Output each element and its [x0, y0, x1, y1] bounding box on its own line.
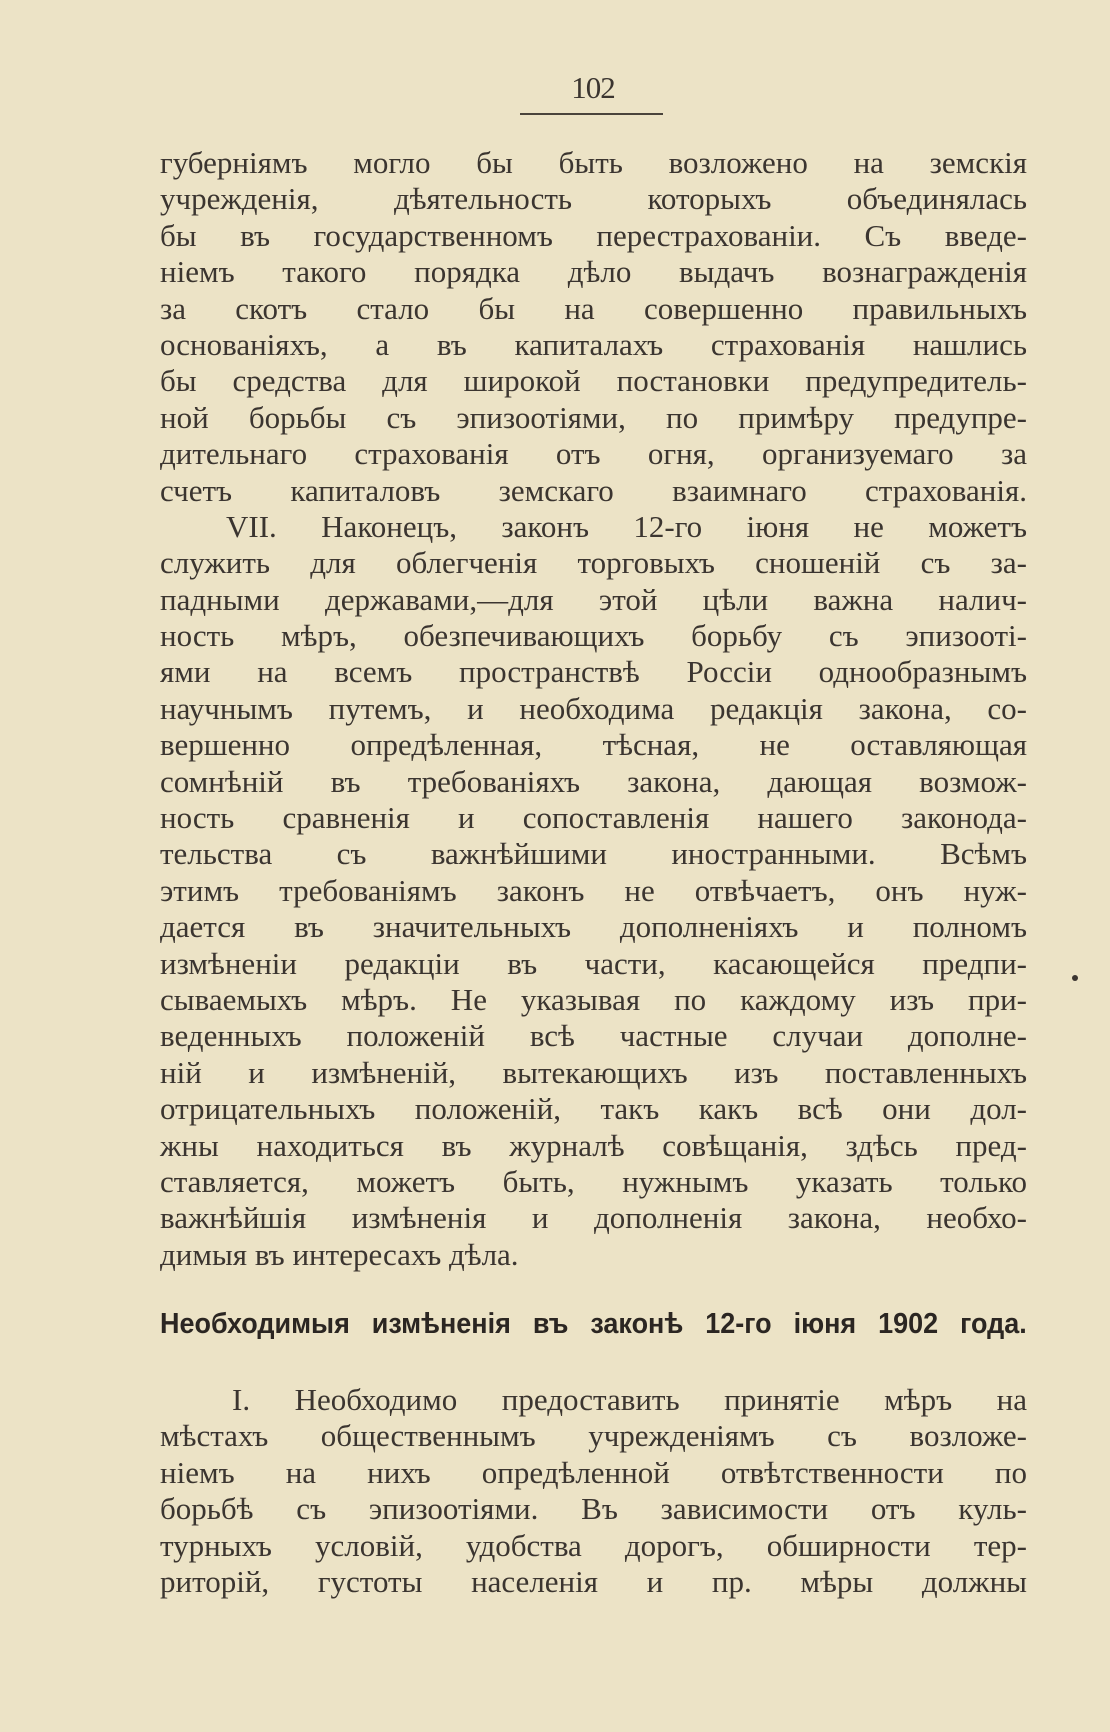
text-line: I. Необходимо предоставить принятіе мѣръ на [232, 1382, 1027, 1417]
text-line: турныхъ условій, удобства дорогъ, обширности тер- [160, 1527, 1027, 1563]
text-line: мѣстахъ общественнымъ учрежденіямъ съ возложе- [160, 1418, 1027, 1454]
text-line: бы средства для широкой постановки предупредитель- [160, 363, 1027, 399]
text-line: вершенно опредѣленная, тѣсная, не оставляющая [160, 727, 1027, 763]
text-line: дается въ значительныхъ дополненіяхъ и полномъ [160, 909, 1027, 945]
page-number-rule [520, 113, 663, 115]
section-heading: Необходимыя измѣненія въ законѣ 12-го іюня 1902 года. [160, 1308, 1027, 1340]
text-line: VII. Наконецъ, законъ 12-го іюня не можетъ [226, 508, 1027, 544]
text-line: димыя въ интересахъ дѣла. [160, 1236, 519, 1272]
text-line: губерніямъ могло бы быть возложено на земскія [160, 145, 1027, 180]
text-line: ями на всемъ пространствѣ Россіи однообразнымъ [160, 654, 1027, 690]
text-line: счетъ капиталовъ земскаго взаимнаго страхованія. [160, 472, 1027, 508]
text-line: научнымъ путемъ, и необходима редакція закона, со- [160, 690, 1027, 726]
text-line: важнѣйшія измѣненія и дополненія закона, необхо- [160, 1200, 1027, 1236]
text-line: борьбѣ съ эпизоотіями. Въ зависимости отъ куль- [160, 1491, 1027, 1527]
margin-ink-dot [1072, 975, 1078, 981]
text-line: ной борьбы съ эпизоотіями, по примѣру предупре- [160, 399, 1027, 435]
text-line: жны находиться въ журналѣ совѣщанія, здѣсь пред- [160, 1127, 1027, 1163]
text-line: сываемыхъ мѣръ. Не указывая по каждому изъ при- [160, 981, 1027, 1017]
text-line: дительнаго страхованія отъ огня, организуемаго за [160, 436, 1027, 472]
text-line: бы въ государственномъ перестрахованіи. Съ введе- [160, 217, 1027, 253]
text-line: ставляется, можетъ быть, нужнымъ указать только [160, 1163, 1027, 1199]
text-line: ніемъ такого порядка дѣло выдачъ вознагражденія [160, 254, 1027, 290]
text-line: ніемъ на нихъ опредѣленной отвѣтственности по [160, 1454, 1027, 1490]
text-line: риторій, густоты населенія и пр. мѣры должны [160, 1563, 1027, 1599]
text-line: веденныхъ положеній всѣ частные случаи дополне- [160, 1018, 1027, 1054]
section-1-text [160, 145, 1027, 1273]
section-2-text [160, 1382, 1027, 1600]
page-number: 102 [571, 70, 615, 105]
text-line: за скотъ стало бы на совершенно правильныхъ [160, 290, 1027, 326]
text-line: тельства съ важнѣйшими иностранными. Всѣмъ [160, 836, 1027, 872]
text-line: сомнѣній въ требованіяхъ закона, дающая возмож- [160, 763, 1027, 799]
text-line: ность мѣръ, обезпечивающихъ борьбу съ эпизооті- [160, 618, 1027, 654]
text-line: отрицательныхъ положеній, такъ какъ всѣ они дол- [160, 1091, 1027, 1127]
text-line: ній и измѣненій, вытекающихъ изъ поставленныхъ [160, 1054, 1027, 1090]
text-line: измѣненіи редакціи въ части, касающейся предпи- [160, 945, 1027, 981]
text-line: ность сравненія и сопоставленія нашего законода- [160, 800, 1027, 836]
text-line: основаніяхъ, а въ капиталахъ страхованія нашлись [160, 326, 1027, 362]
text-line: учрежденія, дѣятельность которыхъ объединялась [160, 181, 1027, 217]
text-line: этимъ требованіямъ законъ не отвѣчаетъ, онъ нуж- [160, 872, 1027, 908]
text-line: падными державами,—для этой цѣли важна налич- [160, 581, 1027, 617]
text-line: служить для облегченія торговыхъ сношеній съ за- [160, 545, 1027, 581]
